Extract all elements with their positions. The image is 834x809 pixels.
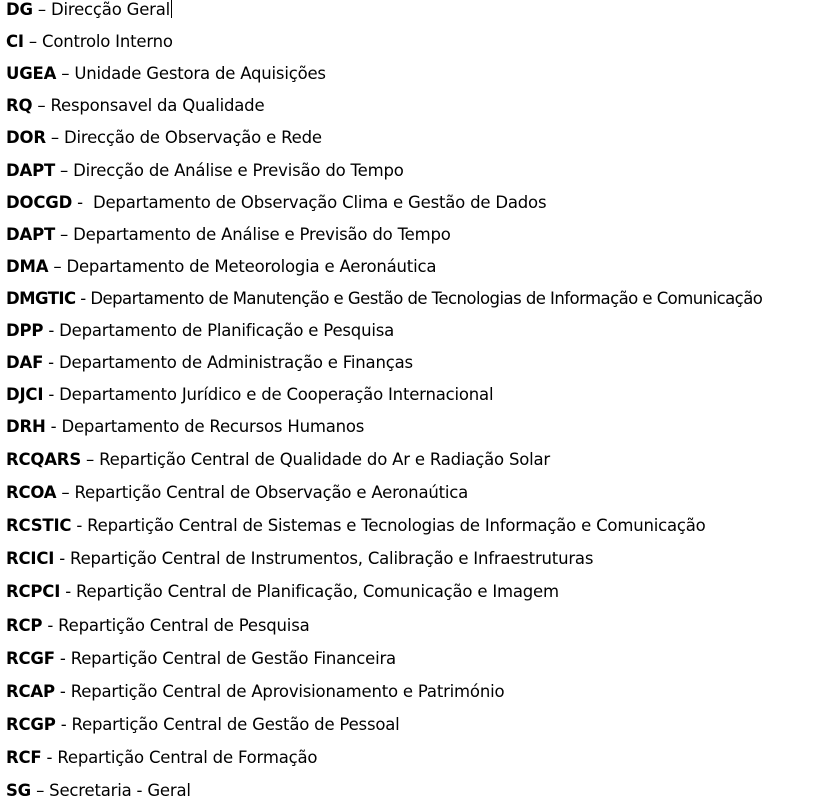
abbreviation: DAF [6, 353, 44, 372]
description: Repartição Central de Gestão Financeira [70, 649, 396, 668]
abbreviation: DG [6, 0, 33, 19]
list-item [6, 257, 436, 277]
list-item [6, 289, 762, 309]
abbreviation: DPP [6, 321, 44, 340]
description: Repartição Central de Aprovisionamento e Património [70, 682, 505, 701]
separator: - [43, 321, 60, 340]
description: Departamento de Observação Clima e Gestão de Dados [92, 193, 547, 212]
description: Repartição Central de Gestão de Pessoal [71, 715, 400, 734]
abbreviation: DMA [6, 257, 49, 276]
separator: - [54, 682, 71, 701]
separator: - [54, 649, 71, 668]
description: Repartição Central de Qualidade do Ar e Radiação Solar [99, 450, 551, 469]
separator: – [45, 128, 64, 147]
list-item [6, 781, 191, 801]
description: Departamento de Administração e Finanças [58, 353, 413, 372]
description: Departamento Jurídico e de Cooperação Internacional [59, 385, 494, 404]
separator: – [32, 96, 51, 115]
list-item [6, 225, 451, 245]
abbreviation: RCICI [6, 549, 55, 568]
abbreviation: DOCGD [6, 193, 73, 212]
description: Direcção de Observação e Rede [63, 128, 322, 147]
list-item [6, 321, 394, 341]
list-item [6, 715, 400, 735]
list-item [6, 682, 504, 702]
abbreviation: RCGF [6, 649, 55, 668]
abbreviation: DAPT [6, 161, 56, 180]
separator: – [23, 32, 42, 51]
separator: - [75, 289, 91, 308]
list-item [6, 616, 310, 636]
separator: - [55, 715, 72, 734]
abbreviation: RCF [6, 748, 42, 767]
list-item [6, 450, 550, 470]
separator: - [71, 516, 88, 535]
list-item [6, 549, 593, 569]
description: Controlo Interno [42, 32, 173, 51]
description: Repartição Central de Sistemas e Tecnologias de Informação e Comunicação [87, 516, 706, 535]
abbreviation: RCAP [6, 682, 55, 701]
description: Departamento de Manutenção e Gestão de Tecnologias de Informação e Comunicação [90, 289, 763, 308]
separator: – [32, 0, 51, 19]
description: Repartição Central de Instrumentos, Calibração e Infraestruturas [70, 549, 594, 568]
list-item [6, 748, 317, 768]
list-item [6, 96, 264, 116]
abbreviation: DOR [6, 128, 46, 147]
description: Departamento de Planificação e Pesquisa [59, 321, 395, 340]
list-item [6, 385, 493, 405]
separator: - [43, 385, 60, 404]
description: Repartição Central de Pesquisa [58, 616, 310, 635]
description: Direcção de Análise e Previsão do Tempo [73, 161, 404, 180]
list-item [6, 0, 172, 20]
description: Repartição Central de Planificação, Comunicação e Imagem [76, 582, 559, 601]
separator: - [60, 582, 76, 601]
list-item [6, 161, 404, 181]
list-item [6, 649, 396, 669]
separator: - [41, 748, 58, 767]
abbreviation: RCGP [6, 715, 56, 734]
separator: - [54, 549, 71, 568]
list-item [6, 64, 326, 84]
abbreviation: RCP [6, 616, 43, 635]
description: Direcção Geral [50, 0, 171, 19]
description: Departamento de Análise e Previsão do Tempo [73, 225, 451, 244]
abbreviation: DJCI [6, 385, 44, 404]
abbreviation: RQ [6, 96, 33, 115]
abbreviation: DMGTIC [6, 289, 76, 308]
description: Repartição Central de Observação e Aeronaútica [74, 483, 469, 502]
separator: – [56, 64, 75, 83]
abbreviation: RCPCI [6, 582, 61, 601]
list-item [6, 32, 173, 52]
separator: – [55, 161, 74, 180]
description: Responsavel da Qualidade [50, 96, 265, 115]
abbreviation: SG [6, 781, 32, 800]
description: Departamento de Meteorologia e Aeronáutica [66, 257, 437, 276]
abbreviation: UGEA [6, 64, 57, 83]
description: Repartição Central de Formação [57, 748, 318, 767]
abbreviation: DRH [6, 417, 46, 436]
abbreviation: DAPT [6, 225, 56, 244]
separator: - [45, 417, 62, 436]
list-item [6, 582, 559, 602]
description: Unidade Gestora de Aquisições [74, 64, 326, 83]
list-item [6, 128, 322, 148]
separator: - [42, 616, 59, 635]
abbreviation: RCOA [6, 483, 57, 502]
description: Secretaria - Geral [49, 781, 191, 800]
separator: – [55, 225, 74, 244]
list-item [6, 193, 546, 213]
abbreviation: RCQARS [6, 450, 81, 469]
separator: – [56, 483, 75, 502]
separator: - [72, 193, 93, 212]
list-item [6, 516, 706, 536]
separator: – [81, 450, 100, 469]
description: Departamento de Recursos Humanos [61, 417, 365, 436]
abbreviation: CI [6, 32, 24, 51]
separator: - [43, 353, 59, 372]
text-cursor [171, 0, 172, 18]
list-item [6, 417, 364, 437]
list-item [6, 483, 468, 503]
abbreviation: RCSTIC [6, 516, 72, 535]
list-item [6, 353, 413, 373]
separator: – [48, 257, 67, 276]
separator: – [31, 781, 50, 800]
